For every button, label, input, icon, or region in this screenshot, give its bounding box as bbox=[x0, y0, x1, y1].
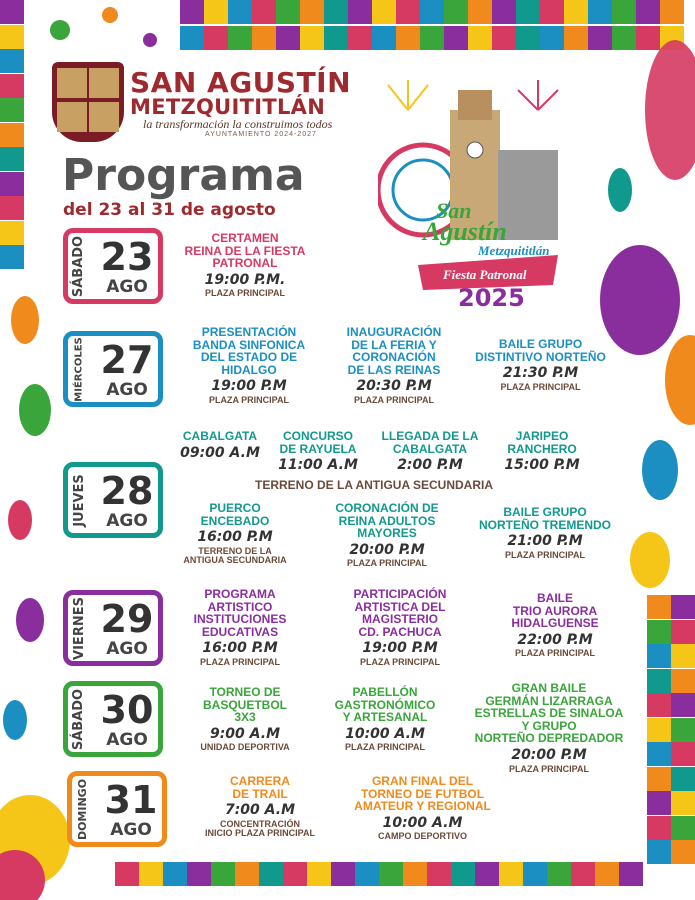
event-place: PLAZA PRINCIPAL bbox=[354, 395, 434, 406]
event-30-0 bbox=[185, 686, 305, 753]
event-place: PLAZA PRINCIPAL bbox=[500, 381, 581, 392]
program-title: Programa bbox=[62, 150, 305, 201]
event-time: 10:00 A.M bbox=[345, 725, 425, 742]
day-number: 27 bbox=[100, 338, 154, 382]
event-time: 10:00 A.M bbox=[382, 814, 463, 831]
date-box-27 bbox=[63, 331, 163, 407]
fiesta-logo-line3: Metzquititlán bbox=[478, 243, 550, 258]
month-label: AGO bbox=[106, 511, 148, 531]
event-31-1 bbox=[345, 775, 500, 842]
program-subtitle: del 23 al 31 de agosto bbox=[63, 200, 276, 220]
event-time: 20:00 P.M bbox=[511, 746, 587, 763]
event-title: PROGRAMA ARTISTICO INSTITUCIONES EDUCATIVAS bbox=[193, 587, 287, 639]
event-time: 20:00 P.M bbox=[349, 541, 425, 558]
event-title: BAILE GRUPO NORTEÑO TREMENDO bbox=[479, 505, 611, 532]
event-time: 19:00 P.M bbox=[211, 378, 287, 395]
event-place: CONCENTRACIÓN INICIO PLAZA PRINCIPAL bbox=[205, 818, 315, 839]
event-title: CORONACIÓN DE REINA ADULTOS MAYORES bbox=[335, 501, 439, 541]
event-28-6 bbox=[470, 506, 620, 560]
event-place: PLAZA PRINCIPAL bbox=[509, 763, 589, 774]
event-place: PLAZA PRINCIPAL bbox=[200, 657, 280, 668]
event-30-2 bbox=[465, 682, 633, 774]
event-31-0 bbox=[185, 775, 335, 839]
event-title: CARRERA DE TRAIL bbox=[230, 774, 290, 801]
day-number: 29 bbox=[100, 597, 154, 641]
municipal-seal-logo bbox=[52, 62, 124, 142]
event-time: 22:00 P.M bbox=[517, 631, 593, 648]
event-time: 9:00 A.M bbox=[209, 725, 281, 742]
event-27-2 bbox=[463, 338, 618, 392]
date-box-29 bbox=[63, 590, 163, 666]
shared-venue-label: TERRENO DE LA ANTIGUA SECUNDARIA bbox=[255, 478, 494, 492]
event-title: JARIPEO RANCHERO bbox=[507, 429, 577, 456]
event-place: PLAZA PRINCIPAL bbox=[345, 742, 425, 753]
event-place: CAMPO DEPORTIVO bbox=[377, 831, 467, 842]
day-of-week: SÁBADO bbox=[71, 688, 87, 750]
fiesta-logo-line1: San bbox=[436, 198, 472, 223]
event-time: 2:00 P.M bbox=[397, 457, 463, 474]
event-place: TERRENO DE LA ANTIGUA SECUNDARIA bbox=[183, 545, 287, 566]
event-29-1 bbox=[335, 588, 465, 668]
event-title: CONCURSO DE RAYUELA bbox=[279, 429, 357, 456]
month-label: AGO bbox=[106, 380, 148, 400]
ayuntamiento-label: AYUNTAMIENTO 2024-2027 bbox=[205, 131, 317, 138]
date-box-31 bbox=[67, 771, 167, 847]
event-time: 19:00 P.M bbox=[362, 640, 438, 657]
event-28-2 bbox=[372, 430, 488, 473]
day-of-week: SÁBADO bbox=[71, 235, 87, 297]
event-time: 15:00 P.M bbox=[504, 457, 580, 474]
event-title: BAILE GRUPO DISTINTIVO NORTEÑO bbox=[475, 337, 606, 364]
event-30-1 bbox=[325, 686, 445, 753]
event-27-1 bbox=[330, 326, 458, 406]
fiesta-logo-line2: Agustín bbox=[423, 217, 507, 246]
event-title: TORNEO DE BASQUETBOL 3X3 bbox=[203, 685, 287, 725]
fiesta-logo-ribbon: Fiesta Patronal bbox=[443, 267, 527, 282]
event-time: 16:00 P.M bbox=[197, 529, 273, 546]
date-box-30 bbox=[63, 681, 163, 757]
event-place: PLAZA PRINCIPAL bbox=[360, 657, 440, 668]
event-time: 21:30 P.M bbox=[502, 365, 579, 382]
day-number: 30 bbox=[100, 688, 154, 732]
month-label: AGO bbox=[110, 820, 152, 840]
event-time: 09:00 A.M bbox=[180, 444, 260, 461]
event-title: PABELLÓN GASTRONÓMICO Y ARTESANAL bbox=[334, 685, 436, 725]
event-28-5 bbox=[322, 502, 452, 569]
event-title: PARTICIPACIÓN ARTISTICA DEL MAGISTERIO CD. PACHUCA bbox=[353, 587, 447, 639]
day-number: 31 bbox=[104, 778, 158, 822]
day-of-week: JUEVES bbox=[71, 473, 87, 527]
day-of-week: DOMINGO bbox=[76, 778, 90, 840]
event-title: CABALGATA bbox=[182, 429, 258, 443]
event-28-4 bbox=[170, 502, 300, 566]
town-name-line1: SAN AGUSTÍN bbox=[130, 66, 352, 99]
event-place: PLAZA PRINCIPAL bbox=[209, 395, 289, 406]
day-number: 23 bbox=[100, 235, 154, 279]
day-of-week: MIÉRCOLES bbox=[73, 336, 85, 402]
month-label: AGO bbox=[106, 277, 148, 297]
month-label: AGO bbox=[106, 639, 148, 659]
event-28-0 bbox=[170, 430, 270, 460]
event-place: PLAZA PRINCIPAL bbox=[205, 288, 285, 299]
event-29-0 bbox=[180, 588, 300, 668]
day-number: 28 bbox=[100, 469, 154, 513]
event-28-1 bbox=[268, 430, 368, 473]
event-28-3 bbox=[497, 430, 587, 473]
town-name-line2: METZQUITITLÁN bbox=[130, 95, 326, 119]
event-time: 21:00 P.M bbox=[507, 533, 583, 550]
event-title: PRESENTACIÓN BANDA SINFONICA DEL ESTADO DE HIDALGO bbox=[192, 325, 306, 377]
event-27-0 bbox=[180, 326, 318, 406]
month-label: AGO bbox=[106, 730, 148, 750]
event-time: 16:00 P.M bbox=[202, 640, 278, 657]
fiesta-logo-year: 2025 bbox=[458, 284, 525, 310]
date-box-28 bbox=[63, 462, 163, 538]
event-title: LLEGADA DE LA CABALGATA bbox=[381, 429, 479, 456]
event-place: PLAZA PRINCIPAL bbox=[505, 549, 585, 560]
event-title: PUERCO ENCEBADO bbox=[200, 501, 270, 528]
event-time: 7:00 A.M bbox=[224, 802, 296, 819]
event-29-2 bbox=[490, 592, 620, 659]
event-title: INAUGURACIÓN DE LA FERIA Y CORONACIÓN DE LAS REINAS bbox=[346, 325, 442, 377]
event-23-0 bbox=[170, 232, 320, 299]
event-place: PLAZA PRINCIPAL bbox=[515, 648, 595, 659]
event-time: 11:00 A.M bbox=[278, 457, 358, 474]
event-time: 19:00 P.M. bbox=[204, 271, 286, 288]
event-title: GRAN BAILE GERMÁN LIZARRAGA ESTRELLAS DE SINALOA Y GRUPO NORTEÑO DEPREDADOR bbox=[474, 681, 624, 746]
day-of-week: VIERNES bbox=[71, 596, 87, 660]
event-place: UNIDAD DEPORTIVA bbox=[200, 742, 290, 753]
event-title: CERTAMEN REINA DE LA FIESTA PATRONAL bbox=[184, 231, 306, 271]
date-box-23 bbox=[63, 228, 163, 304]
event-time: 20:30 P.M bbox=[356, 378, 432, 395]
fiesta-patronal-logo bbox=[378, 70, 578, 310]
event-title: GRAN FINAL DEL TORNEO DE FUTBOL AMATEUR Y REGIONAL bbox=[354, 774, 491, 814]
slogan: la transformación la construimos todos bbox=[143, 117, 333, 131]
event-place: PLAZA PRINCIPAL bbox=[347, 558, 427, 569]
event-title: BAILE TRIO AURORA HIDALGUENSE bbox=[511, 591, 599, 631]
